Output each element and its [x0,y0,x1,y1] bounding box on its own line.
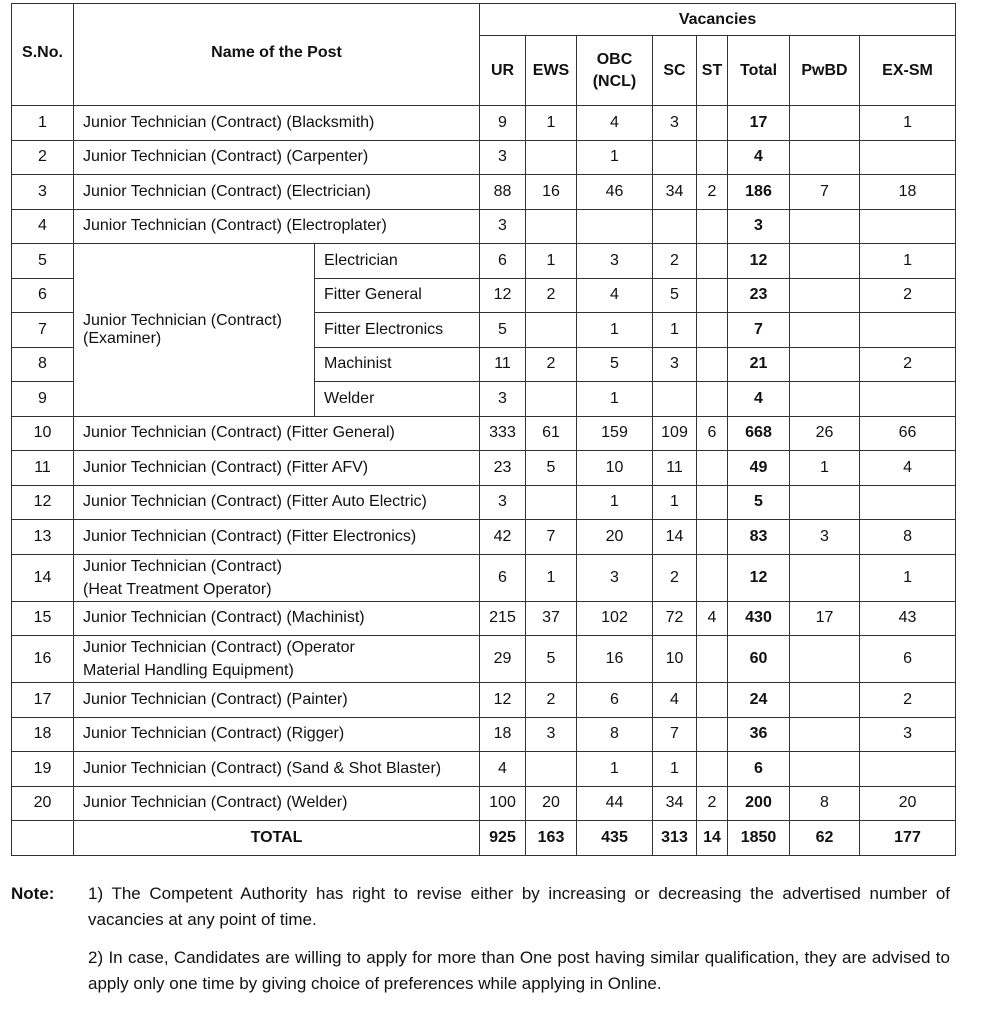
table-row [12,636,956,683]
cell-ur: 29 [480,636,526,683]
total-total: 1850 [728,821,790,856]
cell-exsm: 3 [860,717,956,752]
header-st: ST [697,36,728,106]
cell-total: 21 [728,347,790,382]
cell-total: 200 [728,786,790,821]
cell-ews: 3 [526,717,577,752]
table-row [12,106,956,141]
cell-sno: 1 [12,106,74,141]
cell-st: 2 [697,175,728,210]
total-ur: 925 [480,821,526,856]
cell-exsm: 20 [860,786,956,821]
cell-exsm: 2 [860,683,956,718]
cell-ews: 2 [526,683,577,718]
cell-ews [526,140,577,175]
cell-ur: 4 [480,752,526,787]
cell-obc: 6 [577,683,653,718]
cell-obc: 5 [577,347,653,382]
cell-trade: Electrician [315,244,480,279]
cell-sc: 11 [653,451,697,486]
cell-pwbd: 17 [790,601,860,636]
note-label: Note: [11,884,55,903]
cell-post: Junior Technician (Contract) (Fitter General) [74,416,480,451]
cell-st: 2 [697,786,728,821]
header-ur: UR [480,36,526,106]
cell-total: 5 [728,485,790,520]
header-sc: SC [653,36,697,106]
cell-ews: 2 [526,347,577,382]
table-row [12,416,956,451]
cell-ews: 16 [526,175,577,210]
cell-ur: 6 [480,244,526,279]
cell-total: 17 [728,106,790,141]
cell-sc: 10 [653,636,697,683]
cell-ews: 20 [526,786,577,821]
cell-post-examiner: Junior Technician (Contract) (Examiner) [74,244,315,417]
cell-obc: 1 [577,140,653,175]
cell-st [697,451,728,486]
table-row [12,140,956,175]
cell-st [697,752,728,787]
cell-sc: 1 [653,313,697,348]
cell-ews: 1 [526,106,577,141]
cell-st [697,485,728,520]
cell-total: 6 [728,752,790,787]
cell-sc: 1 [653,752,697,787]
cell-ur: 12 [480,683,526,718]
cell-exsm [860,209,956,244]
cell-sno: 13 [12,520,74,555]
cell-obc: 1 [577,752,653,787]
cell-post: Junior Technician (Contract) (Sand & Shot Blaster) [74,752,480,787]
cell-sno: 15 [12,601,74,636]
cell-ur: 3 [480,382,526,417]
cell-sc: 2 [653,244,697,279]
table-row [12,683,956,718]
cell-post: Junior Technician (Contract) (Welder) [74,786,480,821]
cell-post: Junior Technician (Contract) (Fitter Electronics) [74,520,480,555]
cell-post: Junior Technician (Contract) (Fitter Auto Electric) [74,485,480,520]
cell-total: 4 [728,382,790,417]
cell-post: Junior Technician (Contract) (Heat Treatment Operator) [74,554,480,601]
cell-ur: 333 [480,416,526,451]
cell-sc: 5 [653,278,697,313]
header-sno: S.No. [12,4,74,106]
cell-post: Junior Technician (Contract) (Machinist) [74,601,480,636]
cell-st [697,278,728,313]
cell-sno: 11 [12,451,74,486]
cell-pwbd [790,347,860,382]
cell-ews: 7 [526,520,577,555]
table-row [12,520,956,555]
cell-ews [526,752,577,787]
header-exsm: EX-SM [860,36,956,106]
cell-exsm [860,382,956,417]
cell-pwbd [790,209,860,244]
cell-total: 430 [728,601,790,636]
cell-st [697,347,728,382]
cell-empty [12,821,74,856]
cell-pwbd [790,485,860,520]
cell-obc: 3 [577,554,653,601]
cell-total: 186 [728,175,790,210]
cell-exsm [860,752,956,787]
cell-exsm: 66 [860,416,956,451]
cell-ur: 11 [480,347,526,382]
cell-sc: 109 [653,416,697,451]
cell-total: 36 [728,717,790,752]
cell-exsm: 1 [860,106,956,141]
cell-st [697,382,728,417]
note-item: 2) In case, Candidates are willing to apply for more than One post having similar qualification, they are advised to apply only one time by giving choice of preferences while applying in Online. [88,948,950,993]
table-row [12,485,956,520]
cell-pwbd [790,382,860,417]
cell-post: Junior Technician (Contract) (Rigger) [74,717,480,752]
cell-pwbd: 1 [790,451,860,486]
cell-ur: 88 [480,175,526,210]
cell-sno: 17 [12,683,74,718]
cell-exsm [860,485,956,520]
cell-pwbd [790,636,860,683]
cell-st: 6 [697,416,728,451]
header-obc-line2: (NCL) [592,72,637,90]
cell-sno: 9 [12,382,74,417]
cell-exsm: 18 [860,175,956,210]
cell-sno: 6 [12,278,74,313]
cell-ews: 1 [526,244,577,279]
cell-exsm [860,140,956,175]
cell-ews: 5 [526,636,577,683]
cell-sc: 1 [653,485,697,520]
cell-ews: 2 [526,278,577,313]
total-label: TOTAL [74,821,480,856]
header-vacancies: Vacancies [480,4,956,36]
cell-post: Junior Technician (Contract) (Electrician) [74,175,480,210]
cell-ur: 3 [480,140,526,175]
cell-ur: 215 [480,601,526,636]
cell-sno: 18 [12,717,74,752]
cell-ur: 23 [480,451,526,486]
cell-ur: 3 [480,209,526,244]
cell-sno: 4 [12,209,74,244]
table-row [12,451,956,486]
cell-post: Junior Technician (Contract) (Blacksmith) [74,106,480,141]
table-row [12,752,956,787]
cell-exsm [860,313,956,348]
cell-pwbd [790,683,860,718]
cell-st [697,209,728,244]
cell-pwbd: 8 [790,786,860,821]
cell-exsm: 1 [860,244,956,279]
cell-ur: 6 [480,554,526,601]
cell-obc: 20 [577,520,653,555]
cell-sno: 16 [12,636,74,683]
cell-total: 3 [728,209,790,244]
cell-total: 4 [728,140,790,175]
cell-sc: 3 [653,347,697,382]
cell-sc [653,209,697,244]
cell-st [697,554,728,601]
cell-pwbd [790,244,860,279]
cell-post: Junior Technician (Contract) (Painter) [74,683,480,718]
cell-ur: 9 [480,106,526,141]
cell-st: 4 [697,601,728,636]
cell-total: 7 [728,313,790,348]
total-exsm: 177 [860,821,956,856]
header-obc-line1: OBC [596,50,633,68]
table-row [12,717,956,752]
cell-exsm: 43 [860,601,956,636]
cell-ur: 42 [480,520,526,555]
cell-obc: 4 [577,106,653,141]
note-items [88,881,950,997]
cell-pwbd [790,278,860,313]
cell-sno: 14 [12,554,74,601]
total-st: 14 [697,821,728,856]
cell-pwbd [790,554,860,601]
cell-sno: 2 [12,140,74,175]
table-row [12,601,956,636]
table-row [12,209,956,244]
cell-ews [526,209,577,244]
cell-obc: 10 [577,451,653,486]
cell-exsm: 2 [860,278,956,313]
cell-sc: 3 [653,106,697,141]
cell-pwbd: 26 [790,416,860,451]
cell-total: 12 [728,244,790,279]
cell-obc: 159 [577,416,653,451]
cell-total: 23 [728,278,790,313]
cell-obc: 1 [577,485,653,520]
table-row [12,786,956,821]
cell-st [697,140,728,175]
cell-total: 12 [728,554,790,601]
cell-post: Junior Technician (Contract) (Operator Material Handling Equipment) [74,636,480,683]
cell-ur: 12 [480,278,526,313]
vacancy-table [11,3,956,856]
cell-pwbd [790,313,860,348]
cell-sc: 34 [653,175,697,210]
cell-exsm: 8 [860,520,956,555]
cell-ur: 3 [480,485,526,520]
cell-pwbd: 7 [790,175,860,210]
cell-st [697,683,728,718]
table-row [12,175,956,210]
cell-pwbd [790,717,860,752]
cell-exsm: 2 [860,347,956,382]
cell-obc: 4 [577,278,653,313]
cell-exsm: 1 [860,554,956,601]
table-row [12,244,956,279]
header-post-name: Name of the Post [74,4,480,106]
cell-trade: Machinist [315,347,480,382]
cell-obc: 44 [577,786,653,821]
cell-st [697,520,728,555]
cell-st [697,636,728,683]
header-ews: EWS [526,36,577,106]
total-sc: 313 [653,821,697,856]
cell-total: 49 [728,451,790,486]
cell-ews [526,313,577,348]
cell-pwbd [790,106,860,141]
cell-sc: 72 [653,601,697,636]
cell-obc: 8 [577,717,653,752]
cell-sc [653,140,697,175]
cell-st [697,717,728,752]
cell-ews: 61 [526,416,577,451]
cell-sc [653,382,697,417]
cell-pwbd: 3 [790,520,860,555]
header-pwbd: PwBD [790,36,860,106]
cell-obc: 1 [577,382,653,417]
cell-sc: 14 [653,520,697,555]
cell-sno: 8 [12,347,74,382]
cell-sno: 20 [12,786,74,821]
cell-total: 83 [728,520,790,555]
cell-sc: 4 [653,683,697,718]
cell-sc: 34 [653,786,697,821]
cell-trade: Fitter General [315,278,480,313]
header-obc [577,36,653,106]
cell-ur: 100 [480,786,526,821]
cell-sno: 10 [12,416,74,451]
cell-st [697,313,728,348]
total-row [12,821,956,856]
cell-obc: 46 [577,175,653,210]
cell-ews: 5 [526,451,577,486]
cell-st [697,244,728,279]
cell-post: Junior Technician (Contract) (Fitter AFV) [74,451,480,486]
total-pwbd: 62 [790,821,860,856]
cell-ur: 5 [480,313,526,348]
cell-st [697,106,728,141]
cell-exsm: 6 [860,636,956,683]
cell-sno: 12 [12,485,74,520]
note-item: 1) The Competent Authority has right to revise either by increasing or decreasing the advertised number of vacancies at any point of time. [88,884,950,929]
cell-obc [577,209,653,244]
cell-sno: 3 [12,175,74,210]
cell-total: 668 [728,416,790,451]
cell-pwbd [790,140,860,175]
total-ews: 163 [526,821,577,856]
cell-obc: 16 [577,636,653,683]
cell-ews [526,382,577,417]
cell-ews: 37 [526,601,577,636]
cell-sc: 7 [653,717,697,752]
cell-sno: 5 [12,244,74,279]
cell-total: 24 [728,683,790,718]
header-total: Total [728,36,790,106]
cell-sno: 19 [12,752,74,787]
cell-pwbd [790,752,860,787]
cell-total: 60 [728,636,790,683]
cell-exsm: 4 [860,451,956,486]
cell-trade: Welder [315,382,480,417]
cell-post: Junior Technician (Contract) (Carpenter) [74,140,480,175]
cell-ews [526,485,577,520]
table-row [12,554,956,601]
cell-obc: 3 [577,244,653,279]
cell-post: Junior Technician (Contract) (Electroplater) [74,209,480,244]
cell-obc: 1 [577,313,653,348]
cell-sno: 7 [12,313,74,348]
cell-trade: Fitter Electronics [315,313,480,348]
cell-sc: 2 [653,554,697,601]
cell-ews: 1 [526,554,577,601]
total-obc: 435 [577,821,653,856]
cell-obc: 102 [577,601,653,636]
cell-ur: 18 [480,717,526,752]
